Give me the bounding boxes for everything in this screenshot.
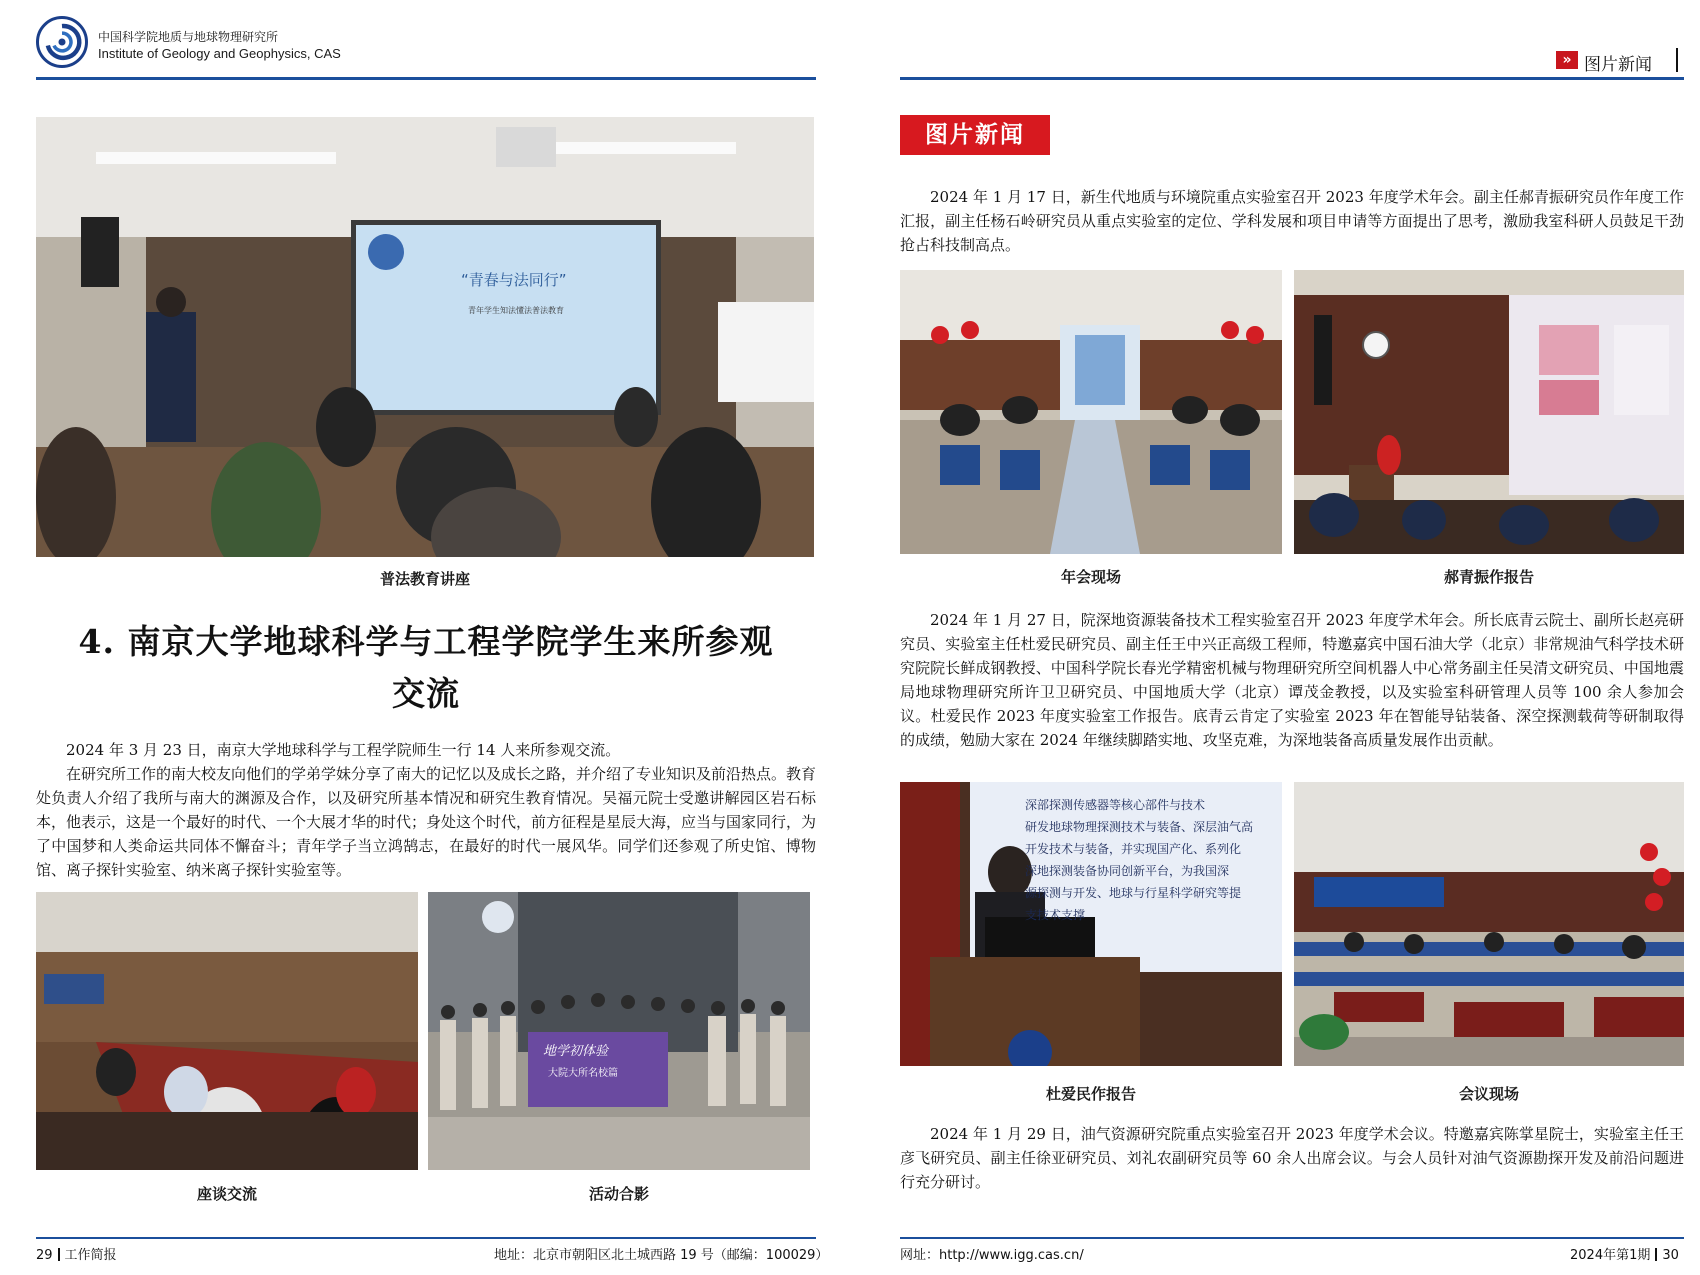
meeting-hall-caption: 会议现场 [1458, 1085, 1519, 1103]
section-bar [1676, 48, 1678, 72]
group-photo-caption: 活动合影 [588, 1185, 649, 1203]
publication-name: 工作简报 [64, 1248, 117, 1263]
issue-label: 2024年第1期 [1570, 1248, 1651, 1263]
footer-rule [900, 1237, 1684, 1239]
lecture-photo [36, 117, 814, 557]
speaker-photo-2-caption: 杜爱民作报告 [1045, 1085, 1136, 1103]
slide-text [1025, 794, 1280, 926]
annual-meeting-caption: 年会现场 [1060, 568, 1121, 586]
section-title: 图片新闻 [1584, 55, 1652, 75]
lecture-photo-caption: 普法教育讲座 [379, 570, 470, 588]
footer-url: 网址：http://www.igg.cas.cn/ [900, 1248, 1084, 1263]
speaker-photo-1 [1294, 270, 1684, 554]
footer-left [36, 1244, 117, 1263]
body-paragraph: 在研究所工作的南大校友向他们的学弟学妹分享了南大的记忆以及成长之路，并介绍了专业知识及前沿热点。教育处负责人介绍了我所与南大的渊源及合作，以及研究所基本情况和研究生教育情况。吴福元院士受邀讲解园区岩石标本，他表示，这是一个最好的时代、一个大展才华的时代；身处这个时代，前方征程是星辰大海，应当与国家同行，为了中国梦和人类命运共同体不懈奋斗；青年学子当立鸿鹄志，在最好的时代一展风华。同学们还参观了所史馆、博物馆、离子探针实验室、纳米离子探针实验室等。 [36, 765, 817, 879]
news-text: 2024 年 1 月 29 日，油气资源研究院重点实验室召开 2023 年度学术会议。特邀嘉宾陈掌星院士，实验室主任王彦飞研究员、副主任徐亚研究员、刘礼农副研究员等 60 余人出席会议。与会人员针对油气资源勘探开发及前沿问题进行充分研讨。 [900, 1125, 1684, 1191]
speaker-photo-1-caption: 郝青振作报告 [1443, 568, 1534, 586]
footer-rule [36, 1237, 816, 1239]
slide-line: 深地探测装备协同创新平台，为我国深 [1025, 864, 1230, 878]
slide-line: 研发地球物理探测技术与装备、深层油气高 [1025, 820, 1254, 834]
article-heading [36, 616, 816, 720]
right-page [850, 0, 1700, 1275]
news-text: 2024 年 1 月 17 日，新生代地质与环境院重点实验室召开 2023 年度学术年会。副主任郝青振研究员作年度工作汇报，副主任杨石岭研究员从重点实验室的定位、学科发展和项目申请等方面提出了思考，激励我室科研人员鼓足干劲抢占科技制高点。 [900, 188, 1684, 254]
meeting-hall-photo [1294, 782, 1684, 1066]
header-rule [900, 77, 1684, 80]
slide-line: 源探测与开发、地球与行星科学研究等提 [1025, 886, 1242, 900]
symposium-photo [36, 892, 418, 1170]
footer-divider [58, 1248, 60, 1261]
slide-title: “青春与法同行” [461, 271, 567, 289]
heading-line-2: 交流 [392, 674, 460, 713]
section-tag: 图片新闻 [900, 115, 1050, 155]
group-photo [428, 892, 810, 1170]
institute-logo-icon [36, 16, 88, 68]
footer-address: 地址：北京市朝阳区北土城西路 19 号（邮编：100029） [494, 1248, 829, 1263]
news-text: 2024 年 1 月 27 日，院深地资源装备技术工程实验室召开 2023 年度学术年会。所长底青云院士、副所长赵亮研究员、实验室主任杜爱民研究员、副主任王中兴正高级工程师，特邀嘉宾中国石油大学（北京）非常规油气科学技术研究院院长鲜成钢教授、中国科学院长春光学精密机械与物理研究所空间机器人中心常务副主任吴清文研究员、中国地震局地球物理研究所许卫卫研究员、中国地质大学（北京）谭茂金教授，以及实验室科研管理人员等 100 余人参加会议。杜爱民作 2023 年度实验室工作报告。底青云肯定了实验室 2023 年在智能导钻装备、深空探测载荷等研制取得的成绩，勉励大家在 2024 年继续脚踏实地、攻坚克难，为深地装备高质量发展作出贡献。 [900, 611, 1684, 749]
body-paragraph: 2024 年 3 月 23 日，南京大学地球科学与工程学院师生一行 14 人来所参观交流。 [66, 741, 621, 759]
news-item-1 [900, 185, 1684, 257]
footer-right [1570, 1244, 1679, 1263]
slide-subtitle: 青年学生知法懂法普法教育 [468, 306, 564, 315]
slide-line: 开发技术与装备，并实现国产化、系列化 [1025, 842, 1242, 856]
news-item-2 [900, 608, 1684, 752]
speaker-photo-2 [900, 782, 1282, 1066]
header-rule [36, 77, 816, 80]
section-arrow-icon: » [1556, 51, 1578, 69]
heading-line-1: 4. 南京大学地球科学与工程学院学生来所参观 [78, 622, 774, 661]
banner-subtitle: 大院大所名校篇 [548, 1068, 618, 1079]
org-name-en: Institute of Geology and Geophysics, CAS [98, 46, 341, 61]
page-number: 30 [1662, 1248, 1679, 1263]
slide-line: 支技术支撑 [1025, 908, 1086, 922]
symposium-photo-caption: 座谈交流 [196, 1185, 257, 1203]
page-number: 29 [36, 1248, 53, 1263]
annual-meeting-photo [900, 270, 1282, 554]
article-body [36, 738, 816, 882]
org-name-cn: 中国科学院地质与地球物理研究所 [98, 30, 279, 44]
footer-divider [1655, 1248, 1657, 1261]
slide-line: 深部探测传感器等核心部件与技术 [1025, 798, 1206, 812]
news-item-3 [900, 1122, 1684, 1194]
banner-title: 地学初体验 [543, 1044, 609, 1059]
